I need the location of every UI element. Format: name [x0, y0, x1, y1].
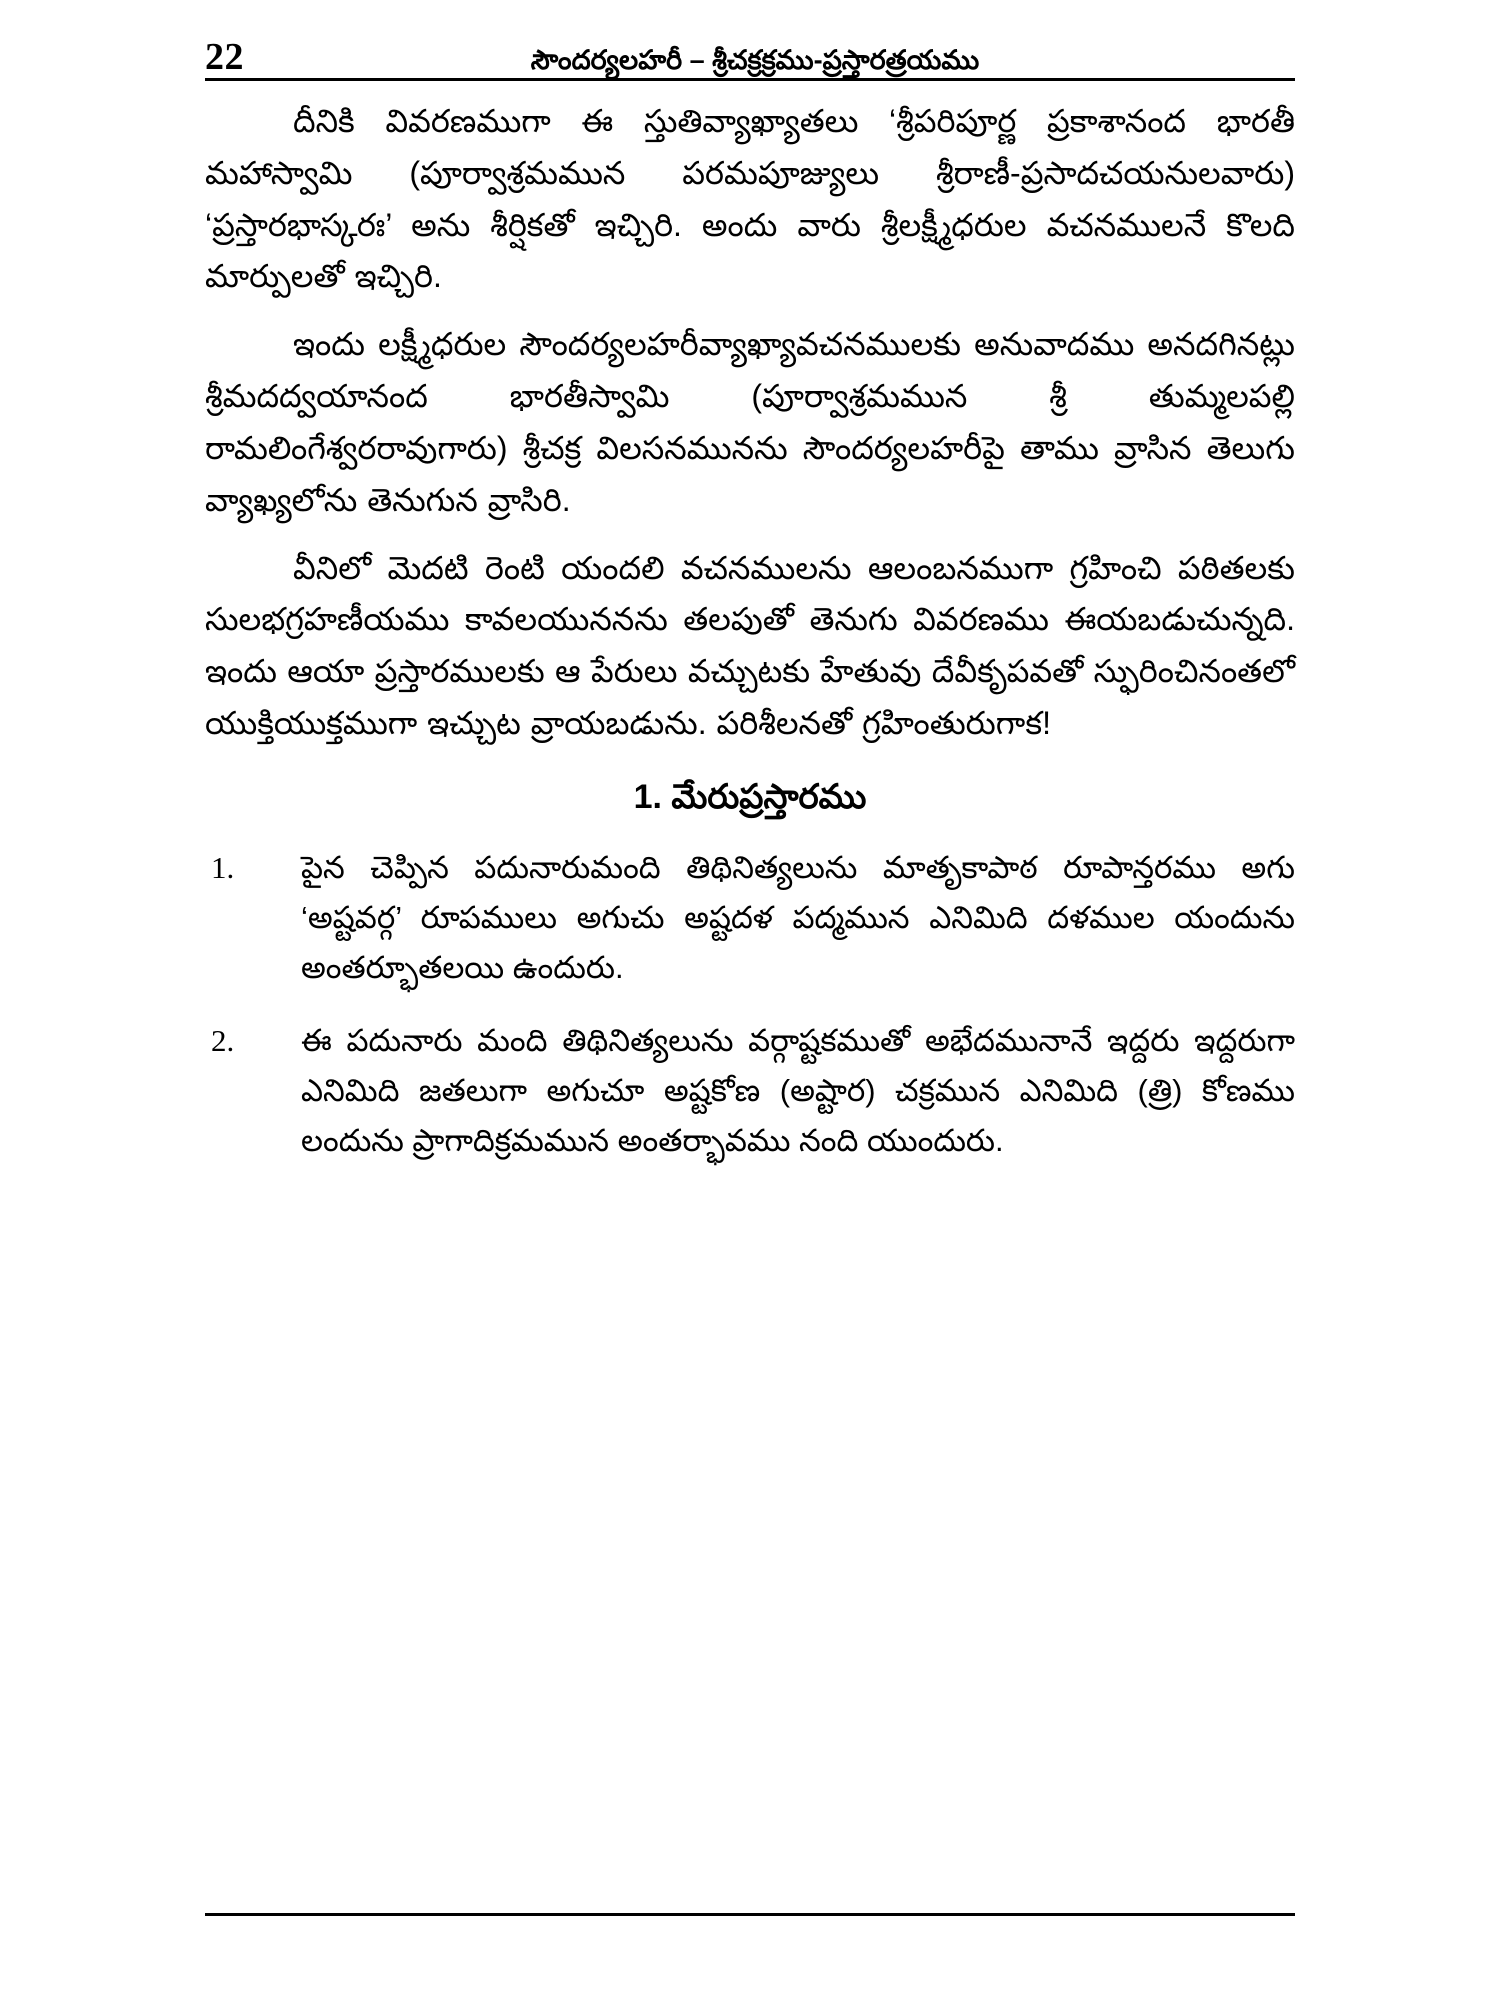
page-header — [205, 0, 1295, 80]
body-text — [205, 96, 1295, 1188]
list-item-marker: 1. — [211, 849, 235, 885]
header-rule — [205, 78, 1295, 81]
paragraph: ఇందు లక్ష్మీధరుల సౌందర్యలహరీవ్యాఖ్యావచనములకు అనువాదము అనదగినట్లు శ్రీమదద్వయానంద భారతీస్వామి (పూర్వాశ్రమమున శ్రీ తుమ్మలపల్లి రామలింగేశ్వరరావుగారు) శ్రీచక్ర విలసనమునను సౌందర్యలహరీపై తాము వ్రాసిన తెలుగు వ్యాఖ్యలోను తెనుగున వ్రాసిరి. — [205, 326, 1295, 518]
numbered-list — [205, 843, 1295, 1166]
page-number: 22 — [205, 36, 244, 78]
paragraph: వీనిలో వెుదటి రెంటి యందలి వచనములను ఆలంబనముగా గ్రహించి పఠితలకు సులభగ్రహణీయము కావలయుననను తలపుతో తెనుగు వివరణము ఈయబడుచున్నది. ఇందు ఆయా ప్రస్తారములకు ఆ పేరులు వచ్చుటకు హేతువు దేవీకృపవతో స్ఫురించినంతలో యుక్తియుక్తముగా ఇచ్చుట వ్రాయబడును. పరిశీలనతో గ్రహింతురుగాక! — [205, 549, 1295, 742]
section-heading: 1. మేరుప్రస్తారము — [633, 777, 867, 816]
list-item-text: పైన చెప్పిన పదునారుమంది తిథినిత్యలును మాతృకాపాఠ రూపాన్తరము అగు ‘అష్టవర్గ’ రూపములు అగుచు అష్టదళ పద్మమున ఎనిమిది దళముల యందును అంతర్భూతలయి ఉందురు. — [301, 849, 1295, 986]
page-content — [205, 0, 1295, 2000]
list-item — [205, 843, 1295, 994]
paragraph: దీనికి వివరణముగా ఈ స్తుతివ్యాఖ్యాతలు ‘శ్రీపరిపూర్ణ ప్రకాశానంద భారతీ మహాస్వామి (పూర్వాశ్రమమున పరమపూజ్యులు శ్రీరాణీ-ప్రసాదచయనులవారు) ‘ప్రస్తారభాస్కరః’ అను శీర్షికతో ఇచ్చిరి. అందు వారు శ్రీలక్ష్మీధరుల వచనములనే కొలది మార్పులతో ఇచ్చిరి. — [205, 103, 1295, 295]
list-item — [205, 1016, 1295, 1167]
footer-rule — [205, 1913, 1295, 1916]
list-item-text: ఈ పదునారు మంది తిథినిత్యలును వర్గాష్టకముతో అభేదమునానే ఇద్దరు ఇద్దరుగా ఎనిమిది జతలుగా అగుచూ అష్టకోణ (అష్టార) చక్రమున ఎనిమిది (త్రి) కోణము లందును ప్రాగాదిక్రమమున అంతర్భావము నంది యుందురు. — [301, 1022, 1295, 1159]
list-item-marker: 2. — [211, 1022, 235, 1058]
running-title: సౌందర్యలహరీ – శ్రీచక్రక్రము-ప్రస్తారత్రయము — [530, 45, 980, 76]
